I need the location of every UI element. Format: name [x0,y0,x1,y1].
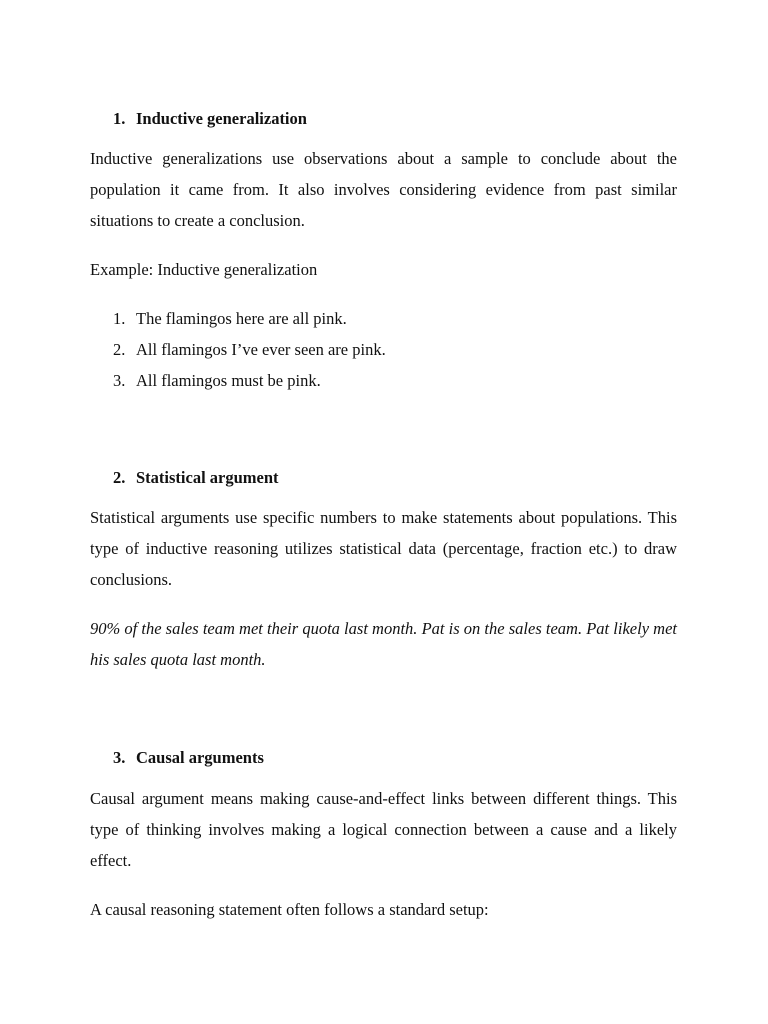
list-item-text: The flamingos here are all pink. [136,309,347,328]
section-1-title: Inductive generalization [136,109,307,128]
list-item-text: All flamingos must be pink. [136,371,321,390]
section-3-paragraph: Causal argument means making cause-and-effect links between different things. This type of thinking involves making a logical connection between a cause and a likely effect. [90,789,677,870]
section-2-number: 2. [113,468,126,487]
section-2-heading [113,468,279,488]
section-3-heading [113,748,264,768]
section-1-number: 1. [113,109,126,128]
list-item [113,340,386,360]
section-2-title: Statistical argument [136,468,279,487]
section-3-title: Causal arguments [136,748,264,767]
section-3-followup: A causal reasoning statement often follows a standard setup: [90,900,489,919]
list-item-number: 3. [113,371,126,390]
list-item-number: 1. [113,309,126,328]
section-2-example: 90% of the sales team met their quota last month. Pat is on the sales team. Pat likely met his sales quota last month. [90,619,677,669]
list-item-number: 2. [113,340,126,359]
section-1-example-label: Example: Inductive generalization [90,260,318,279]
list-item [113,371,321,391]
section-1-heading [113,109,307,129]
list-item-text: All flamingos I’ve ever seen are pink. [136,340,386,359]
list-item [113,309,347,329]
section-2-paragraph: Statistical arguments use specific numbers to make statements about populations. This type of inductive reasoning utilizes statistical data (percentage, fraction etc.) to draw conclusions. [90,508,677,589]
section-1-paragraph: Inductive generalizations use observations about a sample to conclude about the population it came from. It also involves considering evidence from past similar situations to create a conclusion. [90,149,677,230]
section-3-number: 3. [113,748,126,767]
